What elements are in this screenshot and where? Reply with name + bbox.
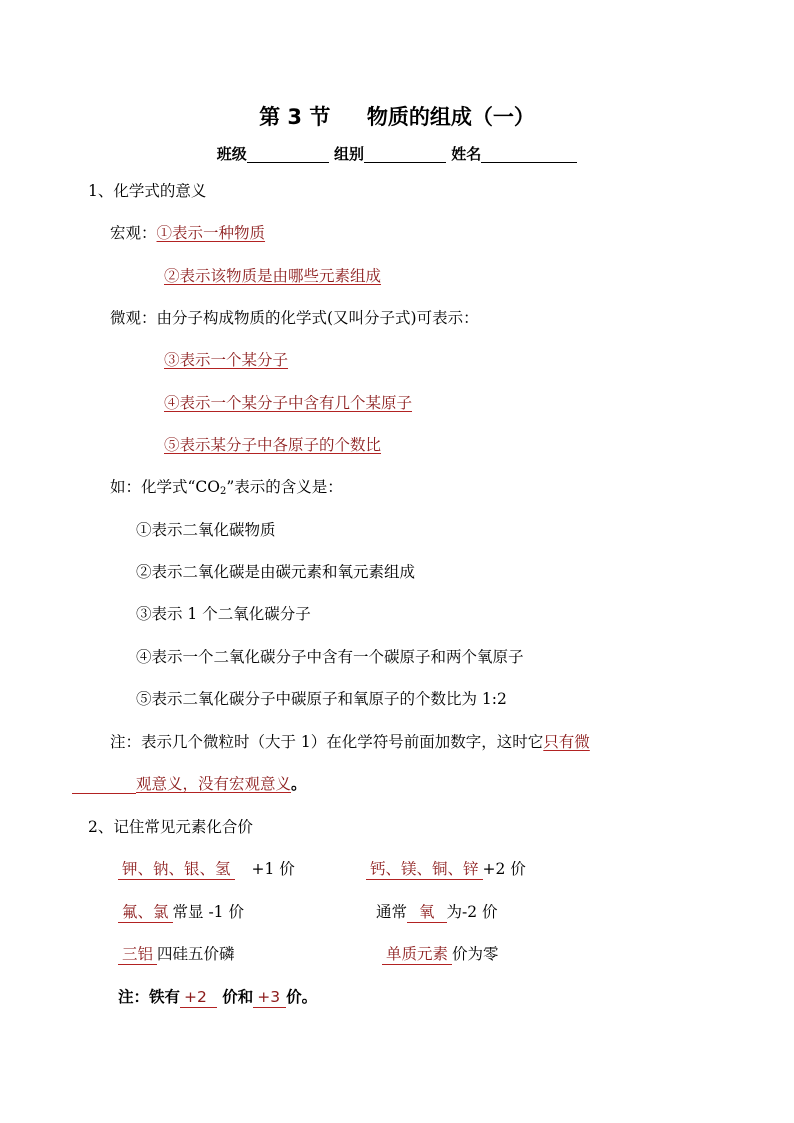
student-info-line (0, 145, 794, 163)
example-item-2: ②表示二氧化碳是由碳元素和氧元素组成 (136, 563, 416, 581)
iron-note-prefix: 注：铁有 (118, 988, 181, 1006)
valence-row-3-left (118, 944, 235, 964)
page-title: 第 3 节 物质的组成（一） (259, 105, 535, 129)
macro-label: 宏观： (110, 224, 157, 242)
note-end: 。 (291, 775, 307, 793)
micro-line-3 (164, 435, 381, 455)
example-item-3: ③表示 1 个二氧化碳分子 (136, 605, 311, 623)
note-line-1 (110, 732, 590, 752)
micro-answer-3: ⑤表示某分子中各原子的个数比 (164, 436, 382, 454)
example-prefix: 如：化学式“CO (110, 478, 220, 496)
valence-answer-4: 氧 (407, 903, 447, 923)
note-answer-2: 观意义，没有宏观意义 (136, 775, 292, 793)
iron-note-end: 价。 (286, 988, 318, 1006)
micro-label: 微观：由分子构成物质的化学式(又叫分子式)可表示： (110, 309, 479, 327)
valence-value-5: 四硅五价磷 (157, 945, 235, 963)
name-blank[interactable] (481, 148, 577, 163)
micro-line-2 (164, 393, 412, 413)
class-label: 班级 (216, 145, 247, 163)
section-1-heading: 1、化学式的意义 (88, 182, 207, 200)
example-item-4: ④表示一个二氧化碳分子中含有一个碳原子和两个氧原子 (136, 648, 524, 666)
micro-answer-1: ③表示一个某分子 (164, 351, 289, 369)
valence-answer-5: 三铝 (118, 945, 157, 965)
example-subscript: 2 (220, 486, 227, 497)
valence-row-3-right (382, 944, 499, 964)
group-label: 组别 (333, 145, 364, 163)
valence-row-1-left (118, 859, 295, 879)
valence-row-2-right (376, 902, 498, 922)
valence-value-2: +2 价 (482, 860, 526, 878)
iron-note (118, 987, 317, 1007)
macro-line-1 (110, 223, 265, 243)
class-blank[interactable] (247, 148, 329, 163)
note-line-2 (136, 774, 307, 794)
valence-answer-6: 单质元素 (382, 945, 452, 965)
valence-answer-2: 钙、镁、铜、锌 (366, 860, 483, 880)
valence-answer-1: 钾、钠、银、氢 (118, 860, 235, 880)
valence-prefix-4: 通常 (376, 903, 408, 921)
example-item-1: ①表示二氧化碳物质 (136, 521, 276, 539)
iron-answer-2: +3 (253, 988, 286, 1008)
valence-value-6: 价为零 (452, 945, 499, 963)
group-blank[interactable] (364, 148, 446, 163)
valence-row-2-left (118, 902, 244, 922)
name-label: 姓名 (451, 145, 482, 163)
example-suffix: ”表示的含义是： (226, 478, 343, 496)
valence-value-4: 为-2 价 (446, 903, 498, 921)
note-answer-leading-underline (72, 793, 136, 794)
iron-note-mid: 价和 (222, 988, 254, 1006)
note-text: 注：表示几个微粒时（大于 1）在化学符号前面加数字，这时它 (110, 733, 544, 751)
valence-answer-3: 氟、氯 (118, 903, 173, 923)
macro-answer-1: ①表示一种物质 (156, 224, 266, 242)
section-2-heading: 2、记住常见元素化合价 (88, 818, 253, 836)
example-intro (110, 477, 343, 502)
macro-answer-2: ②表示该物质是由哪些元素组成 (164, 267, 382, 285)
valence-value-1: +1 价 (251, 860, 295, 878)
note-answer-1: 只有微 (543, 733, 590, 751)
valence-value-3: 常显 -1 价 (172, 903, 244, 921)
iron-answer-1: +2 (180, 988, 217, 1008)
valence-row-1-right (366, 859, 526, 879)
example-item-5: ⑤表示二氧化碳分子中碳原子和氧原子的个数比为 1:2 (136, 690, 507, 708)
micro-answer-2: ④表示一个某分子中含有几个某原子 (164, 394, 413, 412)
macro-line-2 (164, 266, 381, 286)
micro-line-1 (164, 350, 288, 370)
